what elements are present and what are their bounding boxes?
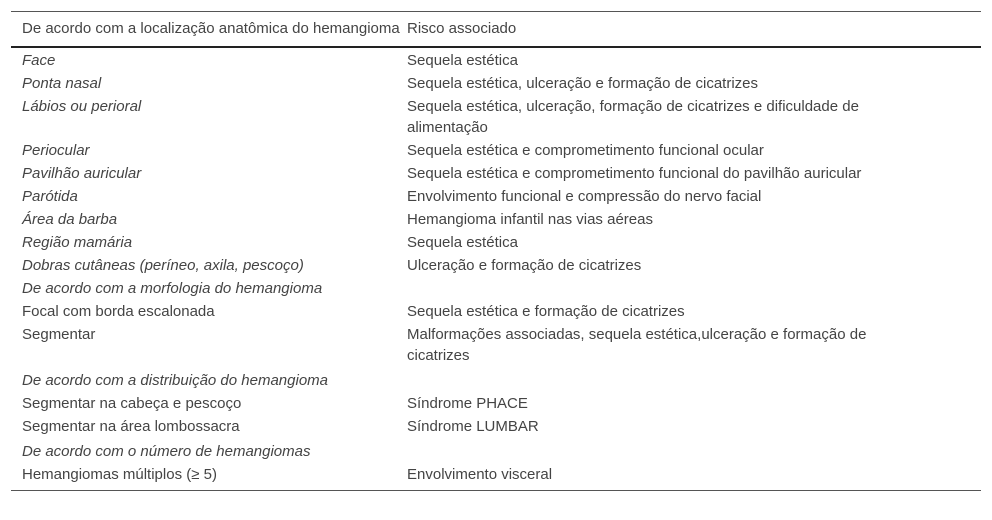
section-title: De acordo com a morfologia do hemangioma [22,280,323,297]
table-row [11,50,981,73]
table-row [11,255,981,278]
table-body [11,48,981,490]
row-location: Região mamária [22,234,133,251]
row-location: Lábios ou perioral [22,98,142,115]
section-heading-morphology [11,278,981,301]
row-risk: Síndrome LUMBAR [407,418,539,435]
row-location: Dobras cutâneas (períneo, axila, pescoço) [22,257,304,274]
row-risk: Sequela estética e formação de cicatrizes [407,303,685,320]
row-risk: Envolvimento funcional e compressão do nervo facial [407,188,762,205]
row-risk: Sequela estética, ulceração, formação de cicatrizes e dificuldade de alimentação [407,98,859,136]
row-risk: Sequela estética [407,234,518,251]
row-location: Área da barba [22,211,118,228]
risk-table [11,11,981,491]
table-row [11,232,981,255]
table-header-row [11,12,981,46]
row-risk: Sequela estética [407,52,518,69]
table-bottom-rule [11,490,981,491]
table-row [11,186,981,209]
row-risk: Sequela estética e comprometimento funcional do pavilhão auricular [407,165,862,182]
table-row [11,393,981,416]
row-risk: Hemangioma infantil nas vias aéreas [407,211,653,228]
row-location: Pavilhão auricular [22,165,142,182]
row-location: Periocular [22,142,90,159]
row-risk: Ulceração e formação de cicatrizes [407,257,642,274]
table-row [11,324,981,368]
row-location: Parótida [22,188,78,205]
table-row [11,140,981,163]
table-row [11,209,981,232]
table-row [11,163,981,186]
header-location: De acordo com a localização anatômica do hemangioma [22,20,400,37]
row-type: Segmentar na cabeça e pescoço [22,395,242,412]
section-heading-distribution [11,368,981,393]
row-risk: Malformações associadas, sequela estética,ulceração e formação de cicatrizes [407,326,867,364]
row-location: Face [22,52,56,69]
row-location: Ponta nasal [22,75,102,92]
table-row [11,96,981,140]
table-row [11,416,981,439]
section-title: De acordo com a distribuição do hemangioma [22,372,328,389]
row-type: Focal com borda escalonada [22,303,215,320]
row-type: Segmentar [22,326,96,343]
row-risk: Sequela estética, ulceração e formação de cicatrizes [407,75,759,92]
row-type: Hemangiomas múltiplos (≥ 5) [22,466,217,483]
header-risk: Risco associado [407,20,517,37]
row-type: Segmentar na área lombossacra [22,418,240,435]
table-row [11,73,981,96]
table-row [11,301,981,324]
row-risk: Síndrome PHACE [407,395,528,412]
section-title: De acordo com o número de hemangiomas [22,443,311,460]
table-row [11,464,981,487]
row-risk: Envolvimento visceral [407,466,553,483]
row-risk: Sequela estética e comprometimento funcional ocular [407,142,764,159]
section-heading-number [11,439,981,464]
